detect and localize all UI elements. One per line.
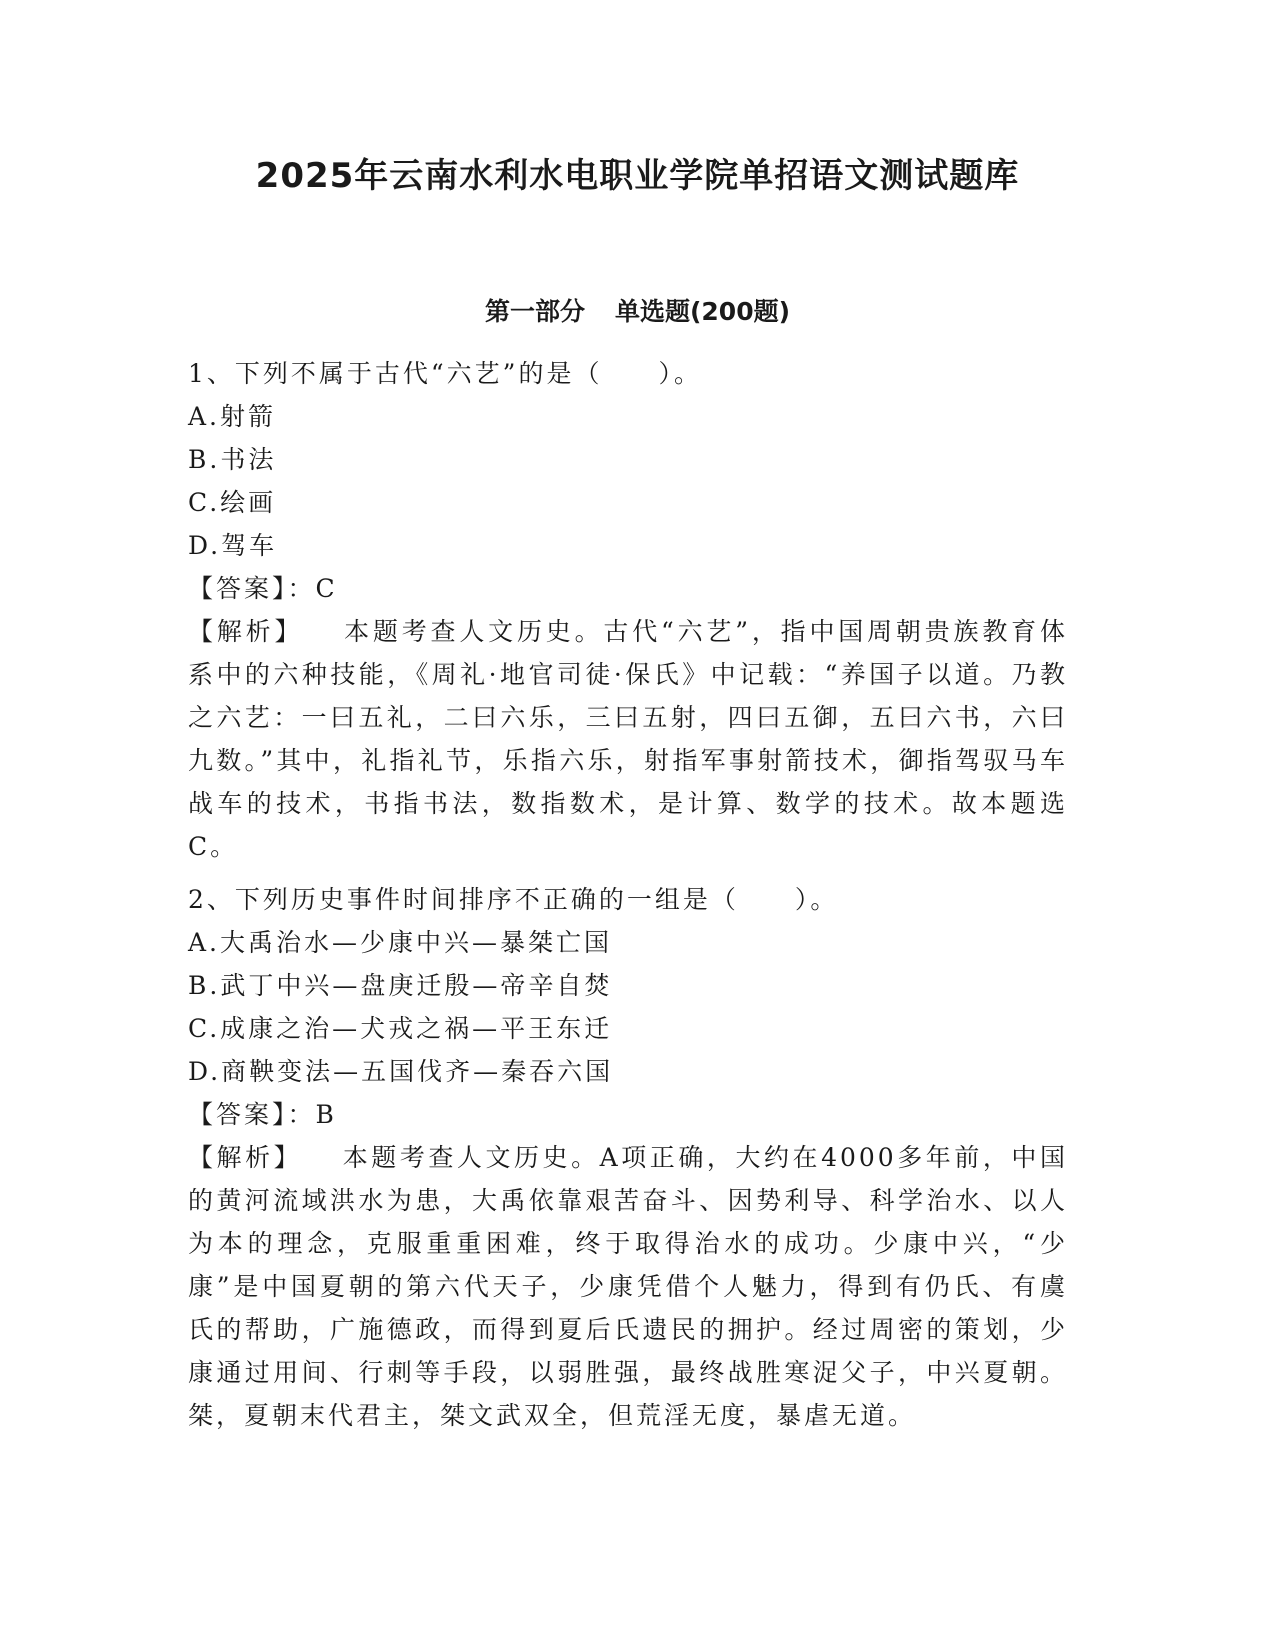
question-list (188, 352, 1068, 1447)
question-1 (188, 352, 1068, 868)
option-b: B.武丁中兴—盘庚迁殷—帝辛自焚 (188, 971, 613, 1000)
answer-label: 【答案】： (188, 574, 316, 603)
answer-label: 【答案】： (188, 1100, 316, 1129)
document-title: 2025年云南水利水电职业学院单招语文测试题库 (255, 156, 1020, 196)
answer-line (188, 1093, 1068, 1136)
option-d: D.商鞅变法—五国伐齐—秦吞六国 (188, 1057, 614, 1086)
answer-value: C (315, 574, 338, 603)
section-name: 单选题(200题) (614, 297, 791, 326)
section-title (0, 292, 1275, 328)
analysis-paragraph (188, 1136, 1068, 1437)
analysis-text: 本题考查人文历史。A项正确，大约在4000多年前，中国的黄河流域洪水为患，大禹依靠艰苦奋斗、因势利导、科学治水、以人为本的理念，克服重重困难，终于取得治水的成功。少康中兴，“少康”是中国夏朝的第六代天子，少康凭借个人魅力，得到有仍氏、有虞氏的帮助，广施德政，而得到夏后氏遗民的拥护。经过周密的策划，少康通过用间、行刺等手段，以弱胜强，最终战胜寒浞父子，中兴夏朝。桀，夏朝末代君主，桀文武双全，但荒淫无度，暴虐无道。 (188, 1143, 1068, 1430)
option-c: C.成康之治—犬戎之祸—平王东迁 (188, 1014, 613, 1043)
question-2 (188, 878, 1068, 1437)
option-b: B.书法 (188, 445, 277, 474)
option-a: A.大禹治水—少康中兴—暴桀亡国 (188, 928, 613, 957)
analysis-label: 【解析】 (188, 617, 304, 646)
analysis-label: 【解析】 (188, 1143, 303, 1172)
analysis-text: 本题考查人文历史。古代“六艺”，指中国周朝贵族教育体系中的六种技能，《周礼·地官司徒·保氏》中记载：“养国子以道。乃教之六艺：一曰五礼，二曰六乐，三曰五射，四曰五御，五曰六书，六曰九数。”其中，礼指礼节，乐指六乐，射指军事射箭技术，御指驾驭马车战车的技术，书指书法，数指数术，是计算、数学的技术。故本题选C。 (188, 617, 1068, 861)
answer-line (188, 567, 1068, 610)
option-c: C.绘画 (188, 488, 277, 517)
option-a: A.射箭 (188, 402, 277, 431)
option-d: D.驾车 (188, 531, 278, 560)
question-stem: 2、下列历史事件时间排序不正确的一组是（ ）。 (188, 885, 839, 914)
section-part: 第一部分 (484, 297, 585, 326)
analysis-paragraph (188, 610, 1068, 868)
question-stem: 1、下列不属于古代“六艺”的是（ ）。 (188, 359, 702, 388)
answer-value: B (315, 1100, 337, 1129)
